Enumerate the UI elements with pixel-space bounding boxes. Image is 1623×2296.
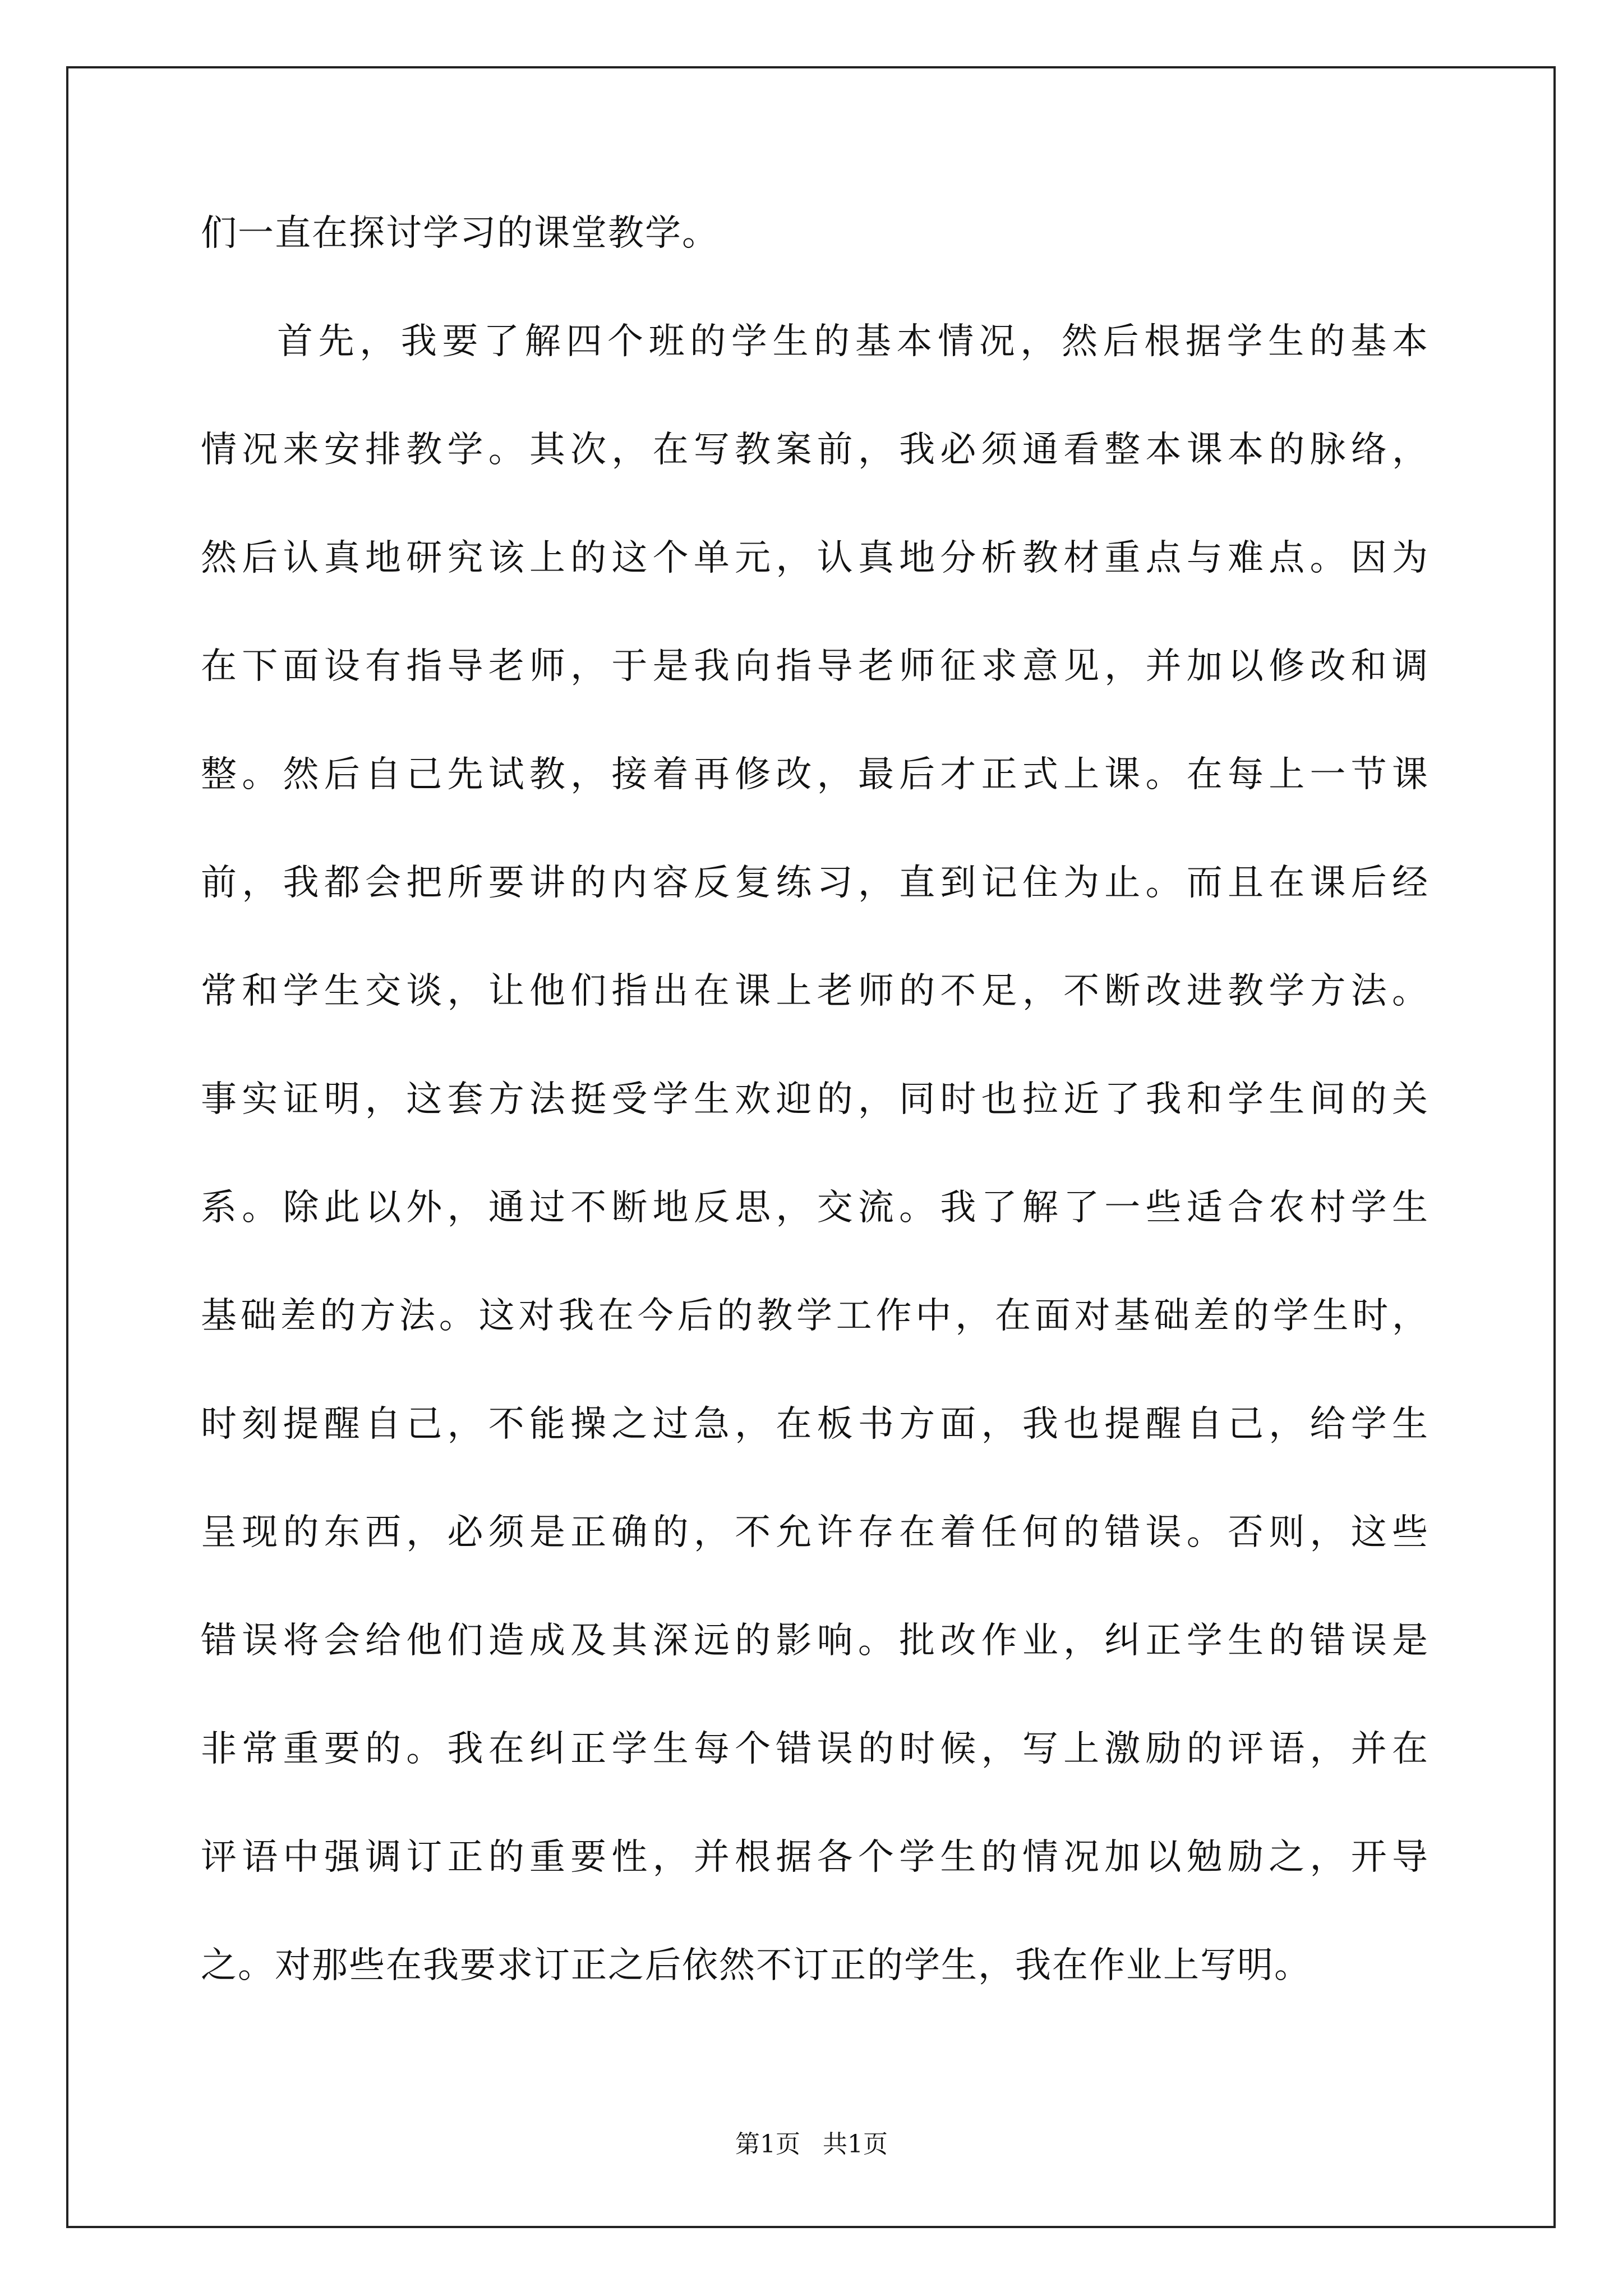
- page-footer: [0, 2129, 1623, 2160]
- text-line: 前，我都会把所要讲的内容反复练习，直到记住为止。而且在课后经: [201, 862, 1429, 904]
- document-body: [201, 200, 1429, 2040]
- text-line: 错误将会给他们造成及其深远的影响。批改作业，纠正学生的错误是: [201, 1620, 1429, 1662]
- text-line: 评语中强调订正的重要性，并根据各个学生的情况加以勉励之，开导: [201, 1837, 1429, 1878]
- text-line: 整。然后自己先试教，接着再修改，最后才正式上课。在每上一节课: [201, 754, 1429, 795]
- text-line: 在下面设有指导老师，于是我向指导老师征求意见，并加以修改和调: [201, 646, 1429, 687]
- text-line: 系。除此以外，通过不断地反思，交流。我了解了一些适合农村学生: [201, 1187, 1429, 1228]
- text-line: 时刻提醒自己，不能操之过急，在板书方面，我也提醒自己，给学生: [201, 1404, 1429, 1445]
- text-line: 之。对那些在我要求订正之后依然不订正的学生，我在作业上写明。: [201, 1945, 1311, 1986]
- text-line: 非常重要的。我在纠正学生每个错误的时候，写上激励的评语，并在: [201, 1728, 1429, 1770]
- text-line: 常和学生交谈，让他们指出在课上老师的不足，不断改进教学方法。: [201, 970, 1429, 1012]
- text-line: 呈现的东西，必须是正确的，不允许存在着任何的错误。否则，这些: [201, 1512, 1429, 1553]
- page-total: 共1页: [823, 2130, 888, 2159]
- text-line: 基础差的方法。这对我在今后的教学工作中，在面对基础差的学生时，: [201, 1295, 1429, 1337]
- page-number: 第1页: [735, 2130, 800, 2159]
- text-line: 首先，我要了解四个班的学生的基本情况，然后根据学生的基本: [277, 321, 1429, 362]
- text-line: 情况来安排教学。其次，在写教案前，我必须通看整本课本的脉络，: [201, 429, 1429, 471]
- text-line: 事实证明，这套方法挺受学生欢迎的，同时也拉近了我和学生间的关: [201, 1079, 1429, 1120]
- text-line: 们一直在探讨学习的课堂教学。: [201, 213, 719, 254]
- text-line: 然后认真地研究该上的这个单元，认真地分析教材重点与难点。因为: [201, 537, 1429, 579]
